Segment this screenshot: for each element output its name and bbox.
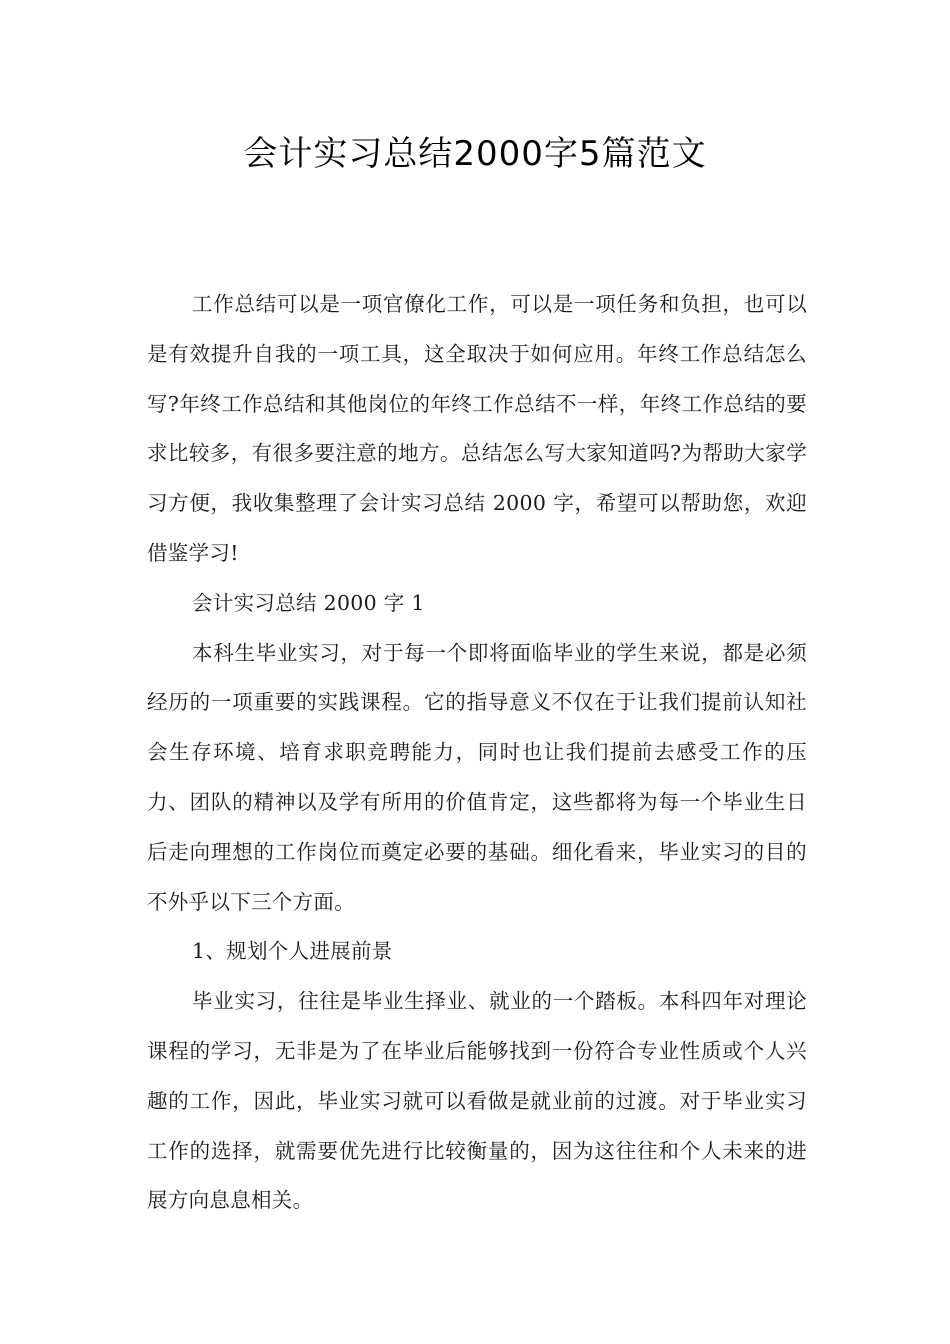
document-title: 会计实习总结2000字5篇范文: [243, 134, 707, 174]
subsection-heading-1: 1、规划个人进展前景: [192, 939, 393, 964]
body-paragraph: 本科生毕业实习，对于每一个即将面临毕业的学生来说，都是必须经历的一项重要的实践课程。它的指导意义不仅在于让我们提前认知社会生存环境、培育求职竞聘能力，同时也让我们提前去感受工作的压力、团队的精神以及学有所用的价值肯定，这些都将为每一个毕业生日后走向理想的工作岗位而奠定必要的基础。细化看来，毕业实习的目的不外乎以下三个方面。: [147, 640, 807, 914]
document-body: [147, 280, 807, 1226]
body-paragraph: 毕业实习，往往是毕业生择业、就业的一个踏板。本科四年对理论课程的学习，无非是为了在毕业后能够找到一份符合专业性质或个人兴趣的工作，因此，毕业实习就可以看做是就业前的过渡。对于毕业实习工作的选择，就需要优先进行比较衡量的，因为这往往和个人未来的进展方向息息相关。: [147, 989, 807, 1213]
section-heading-1: 会计实习总结 2000 字 1: [192, 590, 425, 615]
intro-paragraph: 工作总结可以是一项官僚化工作，可以是一项任务和负担，也可以是有效提升自我的一项工具，这全取决于如何应用。年终工作总结怎么写?年终工作总结和其他岗位的年终工作总结不一样，年终工作总结的要求比较多，有很多要注意的地方。总结怎么写大家知道吗?为帮助大家学习方便，我收集整理了会计实习总结 2000 字，希望可以帮助您，欢迎借鉴学习!: [147, 292, 807, 565]
